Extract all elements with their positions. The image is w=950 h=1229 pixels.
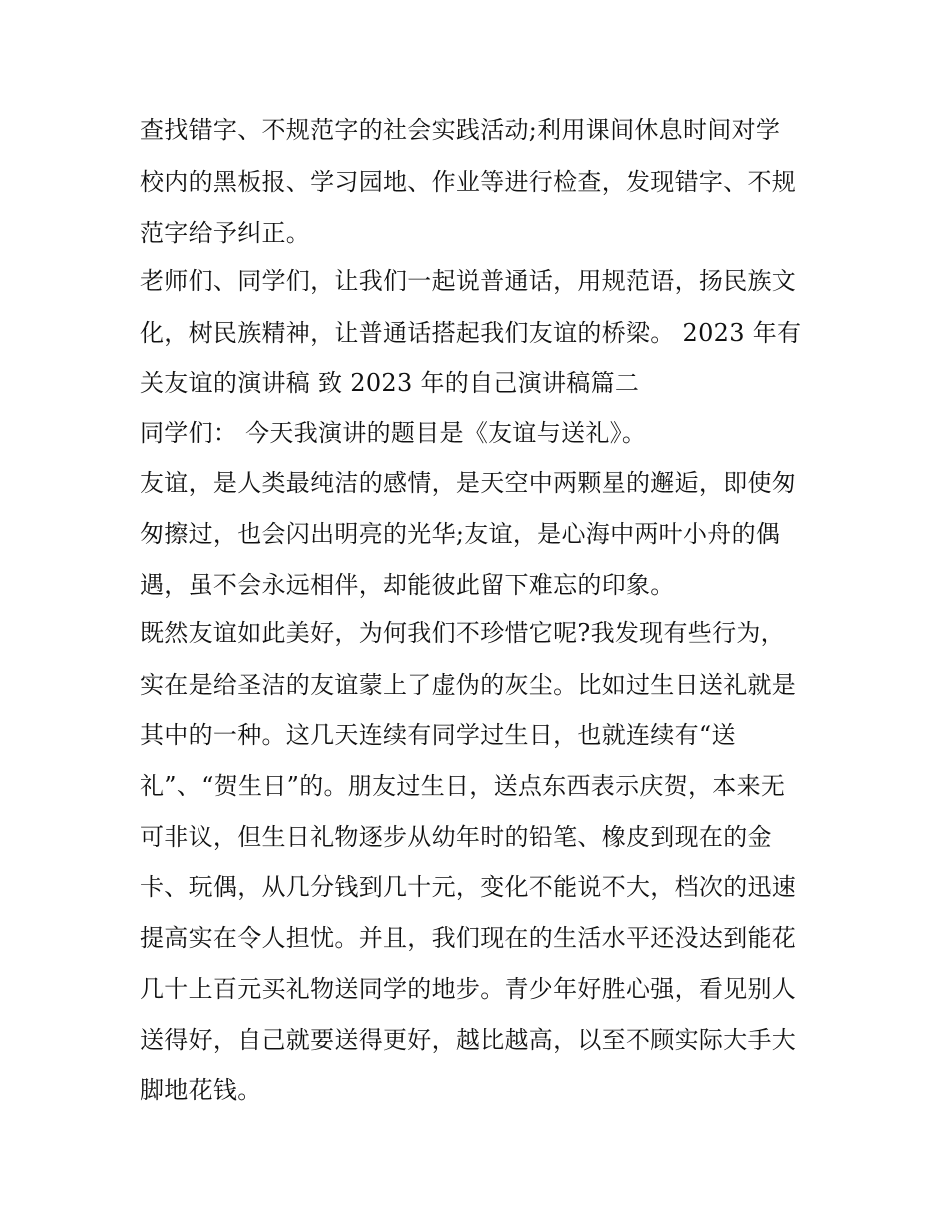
text-line: 友谊，是人类最纯洁的感情，是天空中两颗星的邂逅，即使匆 [140, 469, 797, 497]
text-line: 范字给予纠正。 [140, 219, 311, 247]
text-line: 礼”、“贺生日”的。朋友过生日，送点东西表示庆贺，本来无 [140, 772, 786, 800]
text-line: 实在是给圣洁的友谊蒙上了虚伪的灰尘。比如过生日送礼就是 [140, 671, 797, 699]
text-line: 同学们： 今天我演讲的题目是《友谊与送礼》。 [140, 419, 647, 447]
text-line: 化，树民族精神，让普通话搭起我们友谊的桥梁。 2023 年有 [140, 319, 802, 347]
text-line: 提高实在令人担忧。并且，我们现在的生活水平还没达到能花 [140, 924, 797, 952]
text-line: 校内的黑板报、学习园地、作业等进行检查，发现错字、不规 [140, 168, 797, 196]
text-line: 送得好，自己就要送得更好，越比越高，以至不顾实际大手大 [140, 1026, 797, 1054]
text-line: 关友谊的演讲稿 致 2023 年的自己演讲稿篇二 [140, 369, 640, 397]
text-line: 几十上百元买礼物送同学的地步。青少年好胜心强，看见别人 [140, 975, 797, 1003]
text-line: 其中的一种。这几天连续有同学过生日，也就连续有“送 [140, 721, 736, 749]
text-line: 查找错字、不规范字的社会实践活动;利用课间休息时间对学 [140, 116, 781, 144]
text-line: 可非议，但生日礼物逐步从幼年时的铅笔、橡皮到现在的金 [140, 823, 772, 851]
text-line: 遇，虽不会永远相伴，却能彼此留下难忘的印象。 [140, 571, 675, 599]
text-line: 老师们、同学们，让我们一起说普通话，用规范语，扬民族文 [140, 267, 797, 295]
text-line: 匆擦过，也会闪出明亮的光华;友谊，是心海中两叶小舟的偶 [140, 520, 781, 548]
text-line: 既然友谊如此美好，为何我们不珍惜它呢?我发现有些行为， [140, 619, 785, 647]
text-line: 脚地花钱。 [140, 1076, 262, 1104]
text-line: 卡、玩偶，从几分钱到几十元，变化不能说不大，档次的迅速 [140, 873, 797, 901]
